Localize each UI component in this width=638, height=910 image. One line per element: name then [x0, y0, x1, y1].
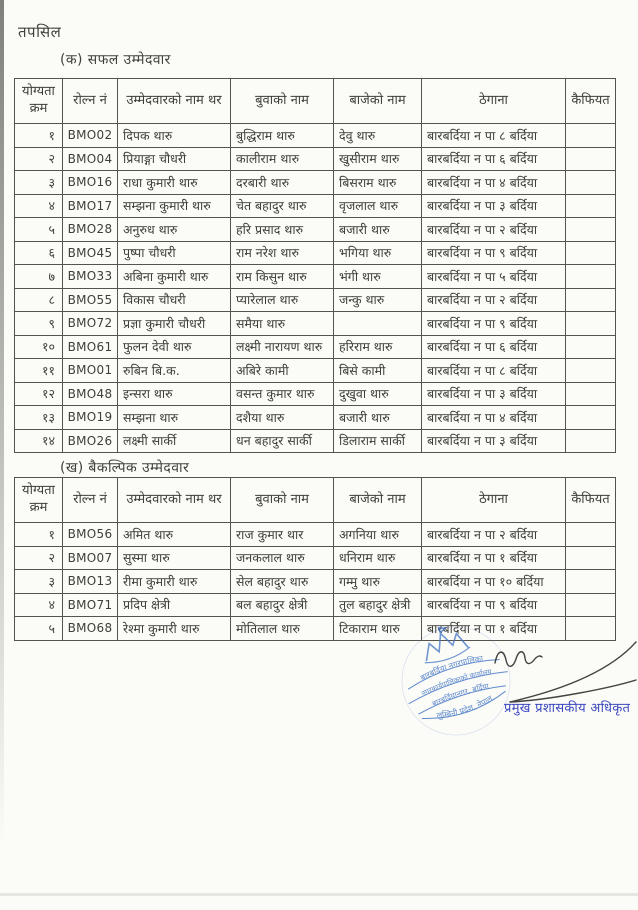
table-cell	[566, 312, 616, 336]
table-cell: बजारी थारु	[334, 218, 422, 242]
table-cell: भगिया थारु	[334, 241, 422, 265]
table-cell	[566, 546, 616, 570]
table-row	[15, 194, 616, 218]
table-cell: राधा कुमारी थारु	[118, 171, 231, 195]
table-cell: प्रियाङ्गा चौधरी	[118, 147, 231, 171]
table-cell: बारबर्दिया न पा ३ बर्दिया	[422, 429, 566, 453]
table-cell: दरबारी थारु	[231, 171, 334, 195]
column-header: बाजेको नाम	[334, 478, 422, 523]
table-row	[15, 546, 616, 570]
table-cell: तुल बहादुर क्षेत्री	[334, 593, 422, 617]
table-cell: BMO56	[63, 523, 118, 547]
table-cell: २	[15, 546, 63, 570]
section-a-heading: (क) सफल उम्मेदवार	[60, 52, 171, 68]
table-cell: देवु थारु	[334, 124, 422, 148]
table-cell: बारबर्दिया न पा ८ बर्दिया	[422, 124, 566, 148]
table-cell: बिसे कामी	[334, 359, 422, 383]
column-header: बाजेको नाम	[334, 79, 422, 124]
table-cell: BMO19	[63, 406, 118, 430]
table-cell: समैया थारु	[231, 312, 334, 336]
table-row	[15, 265, 616, 289]
table-cell: सेल बहादुर थारु	[231, 570, 334, 594]
section-b-heading: (ख) बैकल्पिक उम्मेदवार	[60, 460, 190, 476]
table-cell: BMO28	[63, 218, 118, 242]
table-cell: बारबर्दिया न पा ३ बर्दिया	[422, 382, 566, 406]
table-row	[15, 523, 616, 547]
table-cell	[566, 523, 616, 547]
table-cell: बारबर्दिया न पा १० बर्दिया	[422, 570, 566, 594]
table-cell: अबिना कुमारी थारु	[118, 265, 231, 289]
table-cell: ५	[15, 218, 63, 242]
table-cell: ६	[15, 241, 63, 265]
table-cell: हरि प्रसाद थारु	[231, 218, 334, 242]
table-cell: BMO33	[63, 265, 118, 289]
table-cell: चेत बहादुर थारु	[231, 194, 334, 218]
table-cell: BMO45	[63, 241, 118, 265]
table-cell: वसन्त कुमार थारु	[231, 382, 334, 406]
table-cell	[566, 241, 616, 265]
table-cell: टिकाराम थारु	[334, 617, 422, 641]
table-cell: BMO01	[63, 359, 118, 383]
table-cell: दिपक थारु	[118, 124, 231, 148]
column-header: योग्यता क्रम	[15, 79, 63, 124]
header-row	[15, 79, 616, 124]
alternate-candidates-table	[14, 477, 616, 641]
table-cell: १२	[15, 382, 63, 406]
table-cell: सुस्मा थारु	[118, 546, 231, 570]
stamp-text-line4: लुम्बिनी प्रदेश, नेपाल	[436, 693, 495, 721]
signatory-designation: प्रमुख प्रशासकीय अधिकृत	[504, 701, 631, 716]
table-cell: प्यारेलाल थारु	[231, 288, 334, 312]
successful-candidates-table	[14, 78, 616, 453]
table-cell: राम नरेश थारु	[231, 241, 334, 265]
table-row	[15, 406, 616, 430]
column-header: कैफियत	[566, 478, 616, 523]
table-cell: बारबर्दिया न पा ६ बर्दिया	[422, 147, 566, 171]
table-cell: मोतिलाल थारु	[231, 617, 334, 641]
table-row	[15, 171, 616, 195]
table-cell: अनुरुध थारु	[118, 218, 231, 242]
table-row	[15, 218, 616, 242]
table-cell: बारबर्दिया न पा २ बर्दिया	[422, 288, 566, 312]
table-cell: पुष्पा चौधरी	[118, 241, 231, 265]
table-cell: ५	[15, 617, 63, 641]
column-header: रोल्न नं	[63, 478, 118, 523]
table-cell	[566, 429, 616, 453]
table-cell: बारबर्दिया न पा ४ बर्दिया	[422, 406, 566, 430]
table-cell: भंगी थारु	[334, 265, 422, 289]
table-cell: दशैया थारु	[231, 406, 334, 430]
table-cell: डिलाराम सार्की	[334, 429, 422, 453]
column-header: बुवाको नाम	[231, 478, 334, 523]
table-cell: BMO55	[63, 288, 118, 312]
table-row	[15, 335, 616, 359]
table-cell: लक्ष्मी सार्की	[118, 429, 231, 453]
signature-flourish-down	[510, 642, 636, 702]
table-cell: BMO26	[63, 429, 118, 453]
table-cell: BMO61	[63, 335, 118, 359]
table-cell	[566, 359, 616, 383]
table-cell: खुसीराम थारु	[334, 147, 422, 171]
table-cell: १	[15, 124, 63, 148]
table-cell: BMO17	[63, 194, 118, 218]
table-cell: अमित थारु	[118, 523, 231, 547]
table-cell: बारबर्दिया न पा १ बर्दिया	[422, 617, 566, 641]
table-cell: प्रदिप क्षेत्री	[118, 593, 231, 617]
table-cell: कालीराम थारु	[231, 147, 334, 171]
table-cell: ९	[15, 312, 63, 336]
table-cell: BMO71	[63, 593, 118, 617]
table-cell: जन्कु थारु	[334, 288, 422, 312]
table-row	[15, 570, 616, 594]
table-cell: BMO48	[63, 382, 118, 406]
column-header: उम्मेदवारको नाम थर	[118, 478, 231, 523]
table-cell: बारबर्दिया न पा ९ बर्दिया	[422, 241, 566, 265]
table-cell: BMO07	[63, 546, 118, 570]
table-cell	[566, 265, 616, 289]
table-row	[15, 124, 616, 148]
column-header: कैफियत	[566, 79, 616, 124]
table-row	[15, 147, 616, 171]
table-cell: राम किसुन थारु	[231, 265, 334, 289]
table-cell: बल बहादुर क्षेत्री	[231, 593, 334, 617]
table-cell: वृजलाल थारु	[334, 194, 422, 218]
table-cell: ११	[15, 359, 63, 383]
table-row	[15, 429, 616, 453]
table-cell: ४	[15, 593, 63, 617]
table-row	[15, 382, 616, 406]
table-cell: लक्ष्मी नारायण थारु	[231, 335, 334, 359]
table-cell: १३	[15, 406, 63, 430]
table-cell: बारबर्दिया न पा ५ बर्दिया	[422, 265, 566, 289]
table-cell: १०	[15, 335, 63, 359]
table-cell: बारबर्दिया न पा ९ बर्दिया	[422, 593, 566, 617]
table-cell	[566, 218, 616, 242]
table-cell: जनकलाल थारु	[231, 546, 334, 570]
scan-bottom-shadow	[0, 893, 638, 896]
column-header: ठेगाना	[422, 478, 566, 523]
table-cell: बारबर्दिया न पा ८ बर्दिया	[422, 359, 566, 383]
table-cell: रुबिन बि.क.	[118, 359, 231, 383]
table-cell: हरिराम थारु	[334, 335, 422, 359]
table-cell: BMO04	[63, 147, 118, 171]
table-cell: BMO16	[63, 171, 118, 195]
table-cell	[566, 194, 616, 218]
column-header: उम्मेदवारको नाम थर	[118, 79, 231, 124]
table-cell: बजारी थारु	[334, 406, 422, 430]
table-cell: बिसराम थारु	[334, 171, 422, 195]
table-cell: ७	[15, 265, 63, 289]
table-cell: बारबर्दिया न पा २ बर्दिया	[422, 523, 566, 547]
table-cell: BMO13	[63, 570, 118, 594]
table-cell: धनिराम थारु	[334, 546, 422, 570]
table-cell: BMO72	[63, 312, 118, 336]
table-cell	[566, 570, 616, 594]
stamp-text-line2: नगरकार्यपालिकाको कार्यालय	[420, 667, 493, 698]
table-cell: दुखुवा थारु	[334, 382, 422, 406]
table-cell: विकास चौधरी	[118, 288, 231, 312]
table-cell: धन बहादुर सार्की	[231, 429, 334, 453]
table-row	[15, 359, 616, 383]
table-cell: बारबर्दिया न पा १ बर्दिया	[422, 546, 566, 570]
stamp-text-line1: बारबर्दिया नगरपालिका	[418, 654, 484, 683]
scan-edge-shadow	[0, 0, 4, 845]
table-cell: बुद्धिराम थारु	[231, 124, 334, 148]
table-row	[15, 593, 616, 617]
table-cell: रेश्मा कुमारी थारु	[118, 617, 231, 641]
table-cell: अगनिया थारु	[334, 523, 422, 547]
table-cell: सम्झना कुमारी थारु	[118, 194, 231, 218]
table-cell: प्रज्ञा कुमारी चौधरी	[118, 312, 231, 336]
table-cell: २	[15, 147, 63, 171]
signature-squiggle	[495, 652, 542, 667]
table-cell: १४	[15, 429, 63, 453]
table-cell: BMO02	[63, 124, 118, 148]
table-row	[15, 288, 616, 312]
table-cell: १	[15, 523, 63, 547]
table-cell: गम्मु थारु	[334, 570, 422, 594]
table-cell: सम्झना थारु	[118, 406, 231, 430]
table-cell: रीमा कुमारी थारु	[118, 570, 231, 594]
table-cell: बारबर्दिया न पा ९ बर्दिया	[422, 312, 566, 336]
table-cell	[566, 335, 616, 359]
column-header: रोल्न नं	[63, 79, 118, 124]
stamp-text-line3: बारबर्दियानगर, बर्दिया	[430, 681, 490, 709]
column-header: बुवाको नाम	[231, 79, 334, 124]
table-cell: फुलन देवी थारु	[118, 335, 231, 359]
table-cell: अबिरे कामी	[231, 359, 334, 383]
document-title: तपसिल	[18, 23, 62, 41]
table-cell: ३	[15, 171, 63, 195]
table-cell: राज कुमार थार	[231, 523, 334, 547]
table-cell	[566, 406, 616, 430]
header-row	[15, 478, 616, 523]
column-header: योग्यता क्रम	[15, 478, 63, 523]
table-cell: ३	[15, 570, 63, 594]
table-cell: इन्सरा थारु	[118, 382, 231, 406]
table-cell	[566, 288, 616, 312]
table-cell: बारबर्दिया न पा ४ बर्दिया	[422, 171, 566, 195]
table-cell	[566, 147, 616, 171]
table-cell	[566, 382, 616, 406]
table-cell	[566, 171, 616, 195]
column-header: ठेगाना	[422, 79, 566, 124]
table-row	[15, 241, 616, 265]
table-cell	[566, 593, 616, 617]
table-cell	[334, 312, 422, 336]
table-cell: बारबर्दिया न पा २ बर्दिया	[422, 218, 566, 242]
table-cell	[566, 124, 616, 148]
table-cell: बारबर्दिया न पा ६ बर्दिया	[422, 335, 566, 359]
table-cell: ४	[15, 194, 63, 218]
table-cell: बारबर्दिया न पा ३ बर्दिया	[422, 194, 566, 218]
table-row	[15, 312, 616, 336]
table-cell: ८	[15, 288, 63, 312]
table-cell: BMO68	[63, 617, 118, 641]
